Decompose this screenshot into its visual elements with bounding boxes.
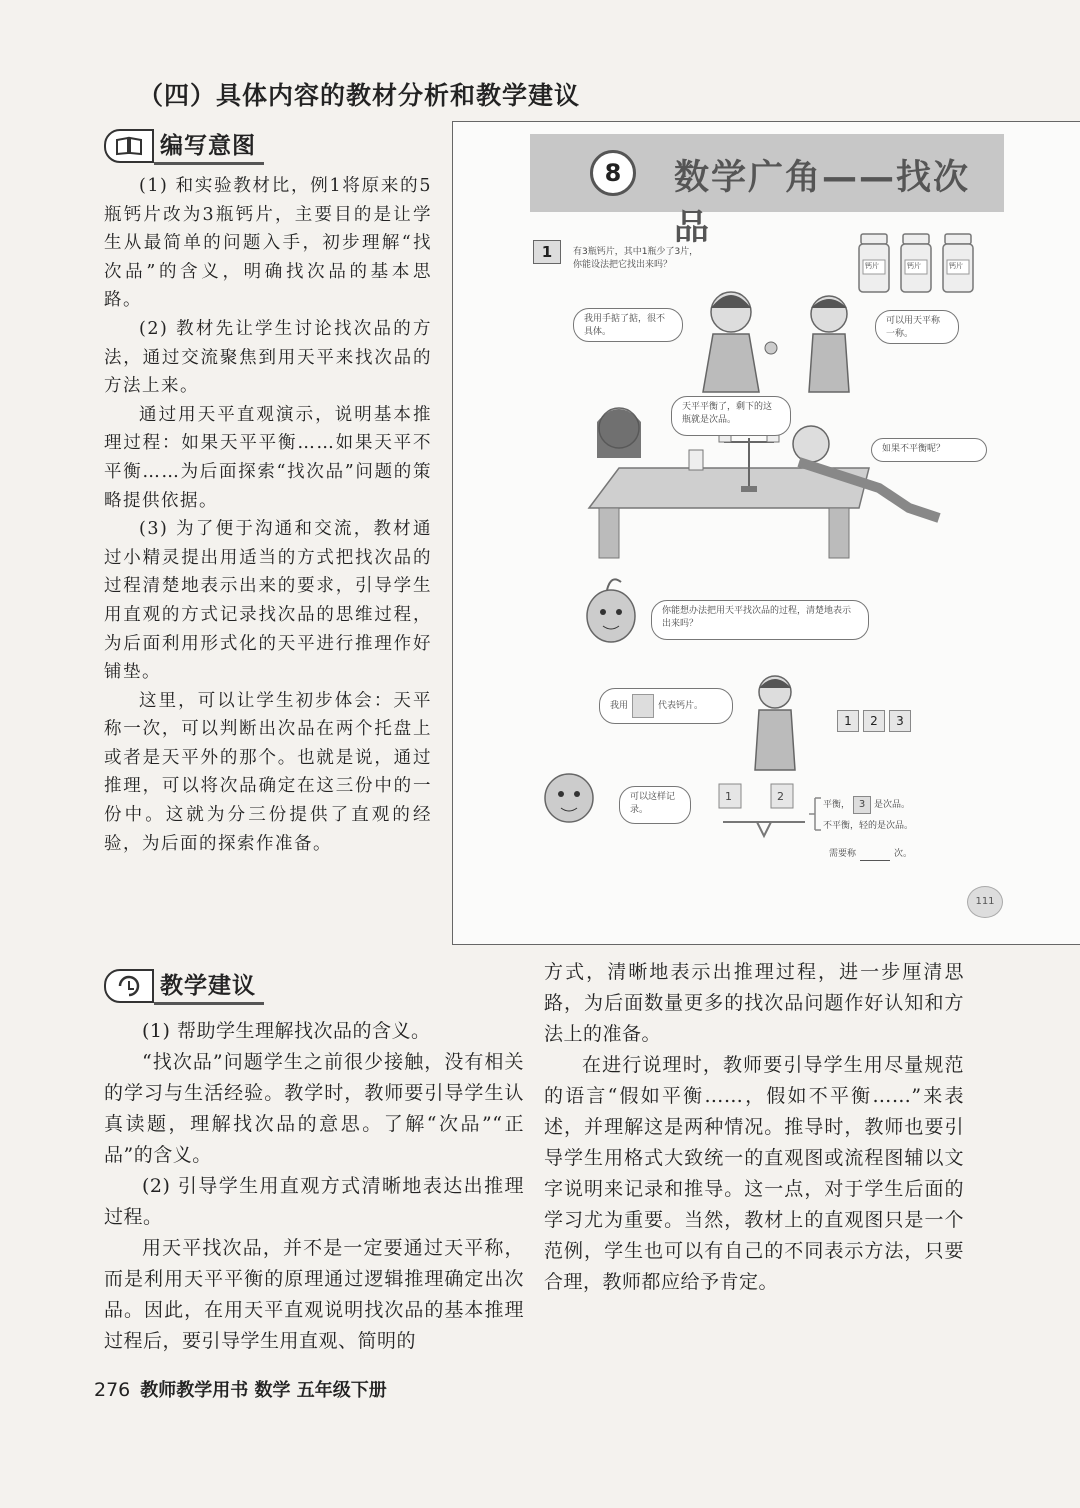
teaching-paragraph: 用天平找次品，并不是一定要通过天平称，而是利用天平平衡的原理通过逻辑推理确定出次品。因此，在用天平直观说明找次品的基本推理过程后，要引导学生用直观、简明的	[104, 1237, 524, 1352]
elf-illustration	[581, 574, 641, 646]
example-number: 1	[533, 240, 561, 264]
teaching-paragraph: “找次品”问题学生之前很少接触，没有相关的学习与生活经验。教学时，教师要引导学生认真读题，理解找次品的意思。了解“次品”“正品”的含义。	[104, 1051, 524, 1166]
chapter-title: 数学广角——找次品	[674, 158, 971, 248]
speech-bubble-elf: 你能想办法把用天平找次品的过程，清楚地表示出来吗？	[651, 600, 869, 640]
flow-balanced	[823, 796, 910, 814]
speech-bubble-balanced: 天平平衡了，剩下的这瓶就是次品。	[671, 396, 791, 436]
teaching-title: 教学建议	[154, 967, 264, 1005]
balance-left-number: 1	[725, 790, 732, 803]
bottle-label: 钙片	[907, 262, 921, 270]
chapter-banner	[530, 134, 1004, 248]
page-footer	[94, 1376, 387, 1402]
flow-text: 平衡，	[823, 799, 851, 810]
teaching-paragraph: (2) 引导学生用直观方式清晰地表达出推理过程。	[104, 1175, 524, 1228]
intent-paragraph: (2) 教材先让学生讨论找次品的方法，通过交流聚焦到用天平来找次品的方法上来。	[104, 318, 432, 397]
problem-text	[573, 246, 698, 272]
speech-bubble-hand: 我用手掂了掂，很不具体。	[573, 308, 683, 342]
answer-blank	[860, 848, 890, 861]
balance-right-number: 2	[777, 790, 784, 803]
problem-line: 你能设法把它找出来吗？	[573, 260, 673, 270]
square-symbol	[632, 694, 654, 718]
textbook-page	[452, 121, 1080, 945]
intent-paragraph: (3) 为了便于沟通和交流，教材通过小精灵提出用适当的方式把找次品的过程清楚地表示出来的要求，引导学生用直观的方式记录找次品的思维过程，为后面利用形式化的天平进行推理作好铺垫。	[104, 519, 432, 683]
teaching-paragraph: (1) 帮助学生理解找次品的含义。	[142, 1020, 431, 1042]
problem-line: 有3瓶钙片，其中1瓶少了3片，	[573, 247, 699, 257]
girl-illustration	[685, 282, 789, 402]
number-box: 3	[889, 710, 911, 732]
intent-title: 编写意图	[154, 127, 264, 165]
chapter-number: 8	[590, 150, 636, 196]
speech-bubble-unbalanced: 如果不平衡呢？	[871, 438, 987, 462]
intent-paragraph: (1) 和实验教材比，例1将原来的5瓶钙片改为3瓶钙片，主要目的是让学生从最简单的问题入手，初步理解“找次品”的含义，明确找次品的基本思路。	[104, 176, 432, 311]
flow-number-box: 3	[853, 796, 871, 814]
number-box: 1	[837, 710, 859, 732]
speech-bubble-represent	[599, 688, 733, 724]
teaching-left-column	[104, 1016, 524, 1357]
intent-text	[104, 172, 432, 858]
bottle-label: 钙片	[949, 262, 963, 270]
speech-bubble-record: 可以这样记录。	[619, 786, 691, 824]
book-icon	[104, 129, 154, 163]
section-heading: （四）具体内容的教材分析和教学建议	[138, 81, 581, 110]
need-weigh	[829, 848, 912, 861]
flow-bracket	[807, 794, 821, 834]
intent-paragraph: 这里，可以让学生初步体会：天平称一次，可以判断出次品在两个托盘上或者是天平外的那个。也就是说，通过推理，可以将次品确定在这三份中的一份中。这就为分三份提供了直观的经验，为后面的探索作准备。	[104, 690, 432, 854]
speech-bubble-scale: 可以用天平称一称。	[875, 310, 959, 344]
student-illustration	[745, 670, 807, 774]
need-weigh-text: 次。	[894, 849, 913, 859]
represent-text: 我用	[610, 700, 629, 711]
teaching-icon	[104, 969, 154, 1003]
teaching-paragraph: 在进行说理时，教师要引导学生用尽量规范的语言“假如平衡……，假如不平衡……”来表述，并理解这是两种情况。推导时，教师也要引导学生用格式大致统一的直观图或流程图辅以文字说明来记录和推导。这一点，对于学生后面的学习尤为重要。当然，教材上的直观图只是一个范例，学生也可以有自己的不同表示方法，只要合理，教师都应给予肯定。	[544, 1054, 964, 1293]
textbook-page-number: 111	[967, 886, 1003, 918]
represent-text: 代表钙片。	[658, 700, 704, 711]
flow-text: 是次品。	[874, 799, 911, 810]
teaching-header	[104, 970, 264, 1002]
teaching-right-column	[544, 957, 964, 1298]
need-weigh-text: 需要称	[829, 849, 857, 859]
book-title: 教师教学用书 数学 五年级下册	[140, 1380, 387, 1401]
flow-unbalanced: 不平衡，轻的是次品。	[823, 821, 914, 831]
number-box: 2	[863, 710, 885, 732]
boy-illustration	[793, 288, 873, 398]
bottle-label: 钙片	[865, 262, 879, 270]
intent-paragraph: 通过用天平直观演示，说明基本推理过程：如果天平平衡……如果天平不平衡……为后面探索“找次品”问题的策略提供依据。	[104, 404, 432, 511]
intent-header	[104, 130, 264, 162]
page-number: 276	[94, 1379, 131, 1401]
elf-illustration-2	[539, 762, 603, 832]
teaching-paragraph: 方式，清晰地表示出推理过程，进一步厘清思路，为后面数量更多的找次品问题作好认知和方法上的准备。	[544, 961, 964, 1045]
